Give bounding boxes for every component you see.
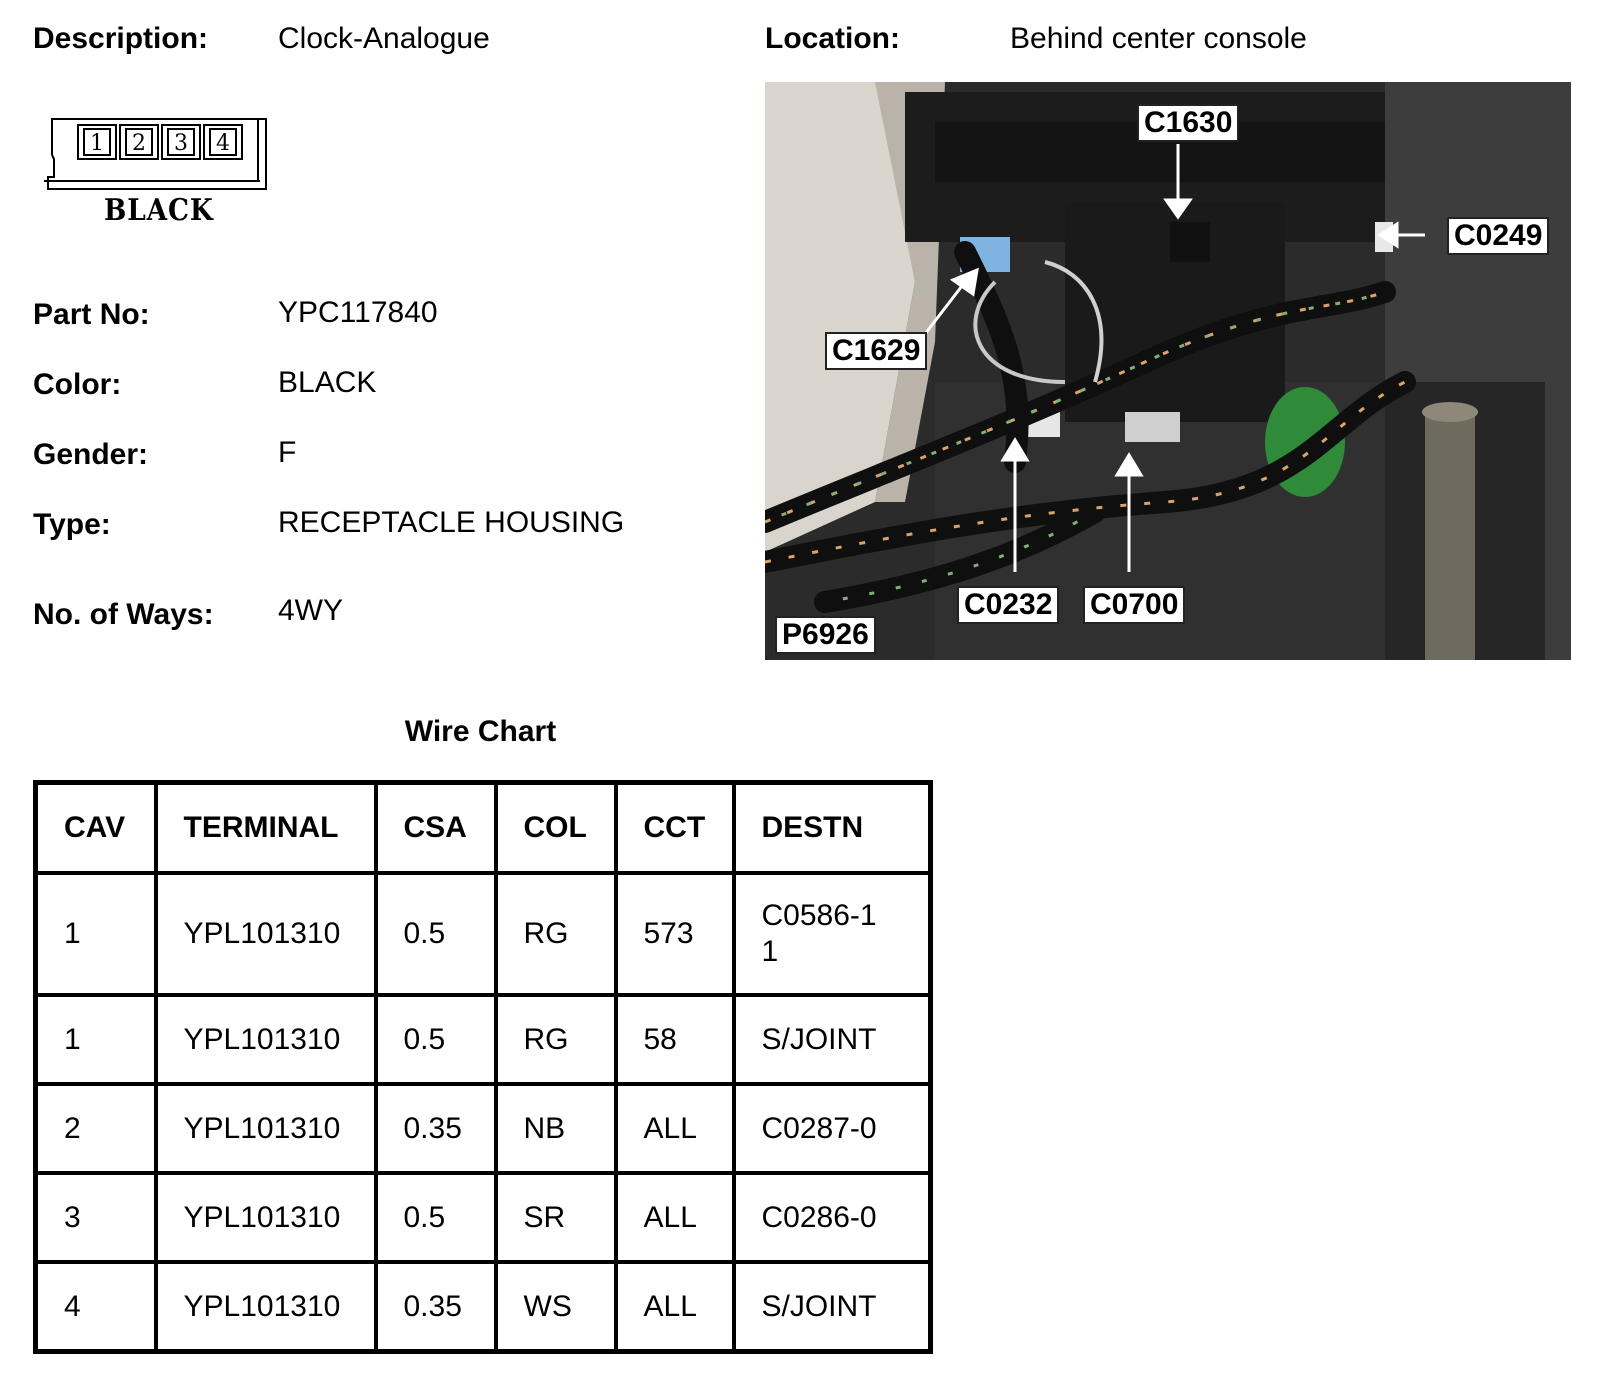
cct-cell: ALL [616, 1262, 734, 1352]
csa-cell: 0.35 [376, 1084, 496, 1173]
cct-cell: 58 [616, 995, 734, 1084]
gender-value: F [278, 436, 297, 469]
part-no-value: YPC117840 [278, 296, 438, 329]
cav-cell: 4 [36, 1262, 156, 1352]
color-label: Color: [33, 368, 122, 401]
location-value: Behind center console [1010, 22, 1307, 55]
callout-c0232: C0232 [957, 586, 1059, 624]
col-cell: WS [496, 1262, 616, 1352]
col-cell: RG [496, 995, 616, 1084]
location-label: Location: [765, 22, 900, 55]
table-row [36, 873, 931, 995]
column-header-cav: CAV [36, 783, 156, 874]
callout-c1630: C1630 [1137, 104, 1239, 142]
cav-cell: 1 [36, 873, 156, 995]
description-label: Description: [33, 22, 209, 55]
col-cell: NB [496, 1084, 616, 1173]
csa-cell: 0.5 [376, 1173, 496, 1262]
cavity-number: 3 [174, 131, 188, 156]
ways-label: No. of Ways: [33, 598, 214, 631]
cav-cell: 3 [36, 1173, 156, 1262]
console-photo-illustration [765, 82, 1571, 660]
destn-cell: C0287-0 [734, 1084, 931, 1173]
terminal-cell: YPL101310 [156, 1084, 376, 1173]
column-header-col: COL [496, 783, 616, 874]
terminal-cell: YPL101310 [156, 1173, 376, 1262]
cav-cell: 1 [36, 995, 156, 1084]
terminal-cell: YPL101310 [156, 995, 376, 1084]
column-header-csa: CSA [376, 783, 496, 874]
destn-cell: C0286-0 [734, 1173, 931, 1262]
connector-color-label: BLACK [104, 193, 214, 228]
table-row [36, 995, 931, 1084]
cct-cell: ALL [616, 1173, 734, 1262]
part-no-label: Part No: [33, 298, 150, 331]
destn-cell: S/JOINT [734, 995, 931, 1084]
table-row [36, 1173, 931, 1262]
cavity-number: 1 [90, 131, 104, 156]
type-value: RECEPTACLE HOUSING [278, 506, 625, 539]
cct-cell: 573 [616, 873, 734, 995]
destn-cell: S/JOINT [734, 1262, 931, 1352]
column-header-destn: DESTN [734, 783, 931, 874]
terminal-cell: YPL101310 [156, 1262, 376, 1352]
ways-value: 4WY [278, 594, 344, 627]
cav-cell: 2 [36, 1084, 156, 1173]
table-row [36, 1084, 931, 1173]
csa-cell: 0.35 [376, 1262, 496, 1352]
csa-cell: 0.5 [376, 995, 496, 1084]
wire-chart-title: Wire Chart [404, 715, 557, 748]
cct-cell: ALL [616, 1084, 734, 1173]
type-label: Type: [33, 508, 111, 541]
callout-c1629: C1629 [825, 332, 927, 370]
table-row [36, 1262, 931, 1352]
cavity-number: 4 [216, 131, 230, 156]
destn-cell [734, 873, 931, 995]
description-value: Clock-Analogue [278, 22, 490, 55]
col-cell: RG [496, 873, 616, 995]
csa-cell: 0.5 [376, 873, 496, 995]
column-header-terminal: TERMINAL [156, 783, 376, 874]
color-value: BLACK [278, 366, 377, 399]
callout-p6926: P6926 [775, 616, 876, 654]
terminal-cell: YPL101310 [156, 873, 376, 995]
cavity-number: 2 [132, 131, 146, 156]
column-header-cct: CCT [616, 783, 734, 874]
gender-label: Gender: [33, 438, 149, 471]
location-photo [765, 82, 1571, 660]
table-header-row [36, 783, 931, 874]
callout-c0700: C0700 [1083, 586, 1185, 624]
destn-text: C0586-11 [761, 899, 877, 968]
col-cell: SR [496, 1173, 616, 1262]
wire-chart-table [33, 780, 933, 1354]
callout-c0249: C0249 [1447, 217, 1549, 255]
